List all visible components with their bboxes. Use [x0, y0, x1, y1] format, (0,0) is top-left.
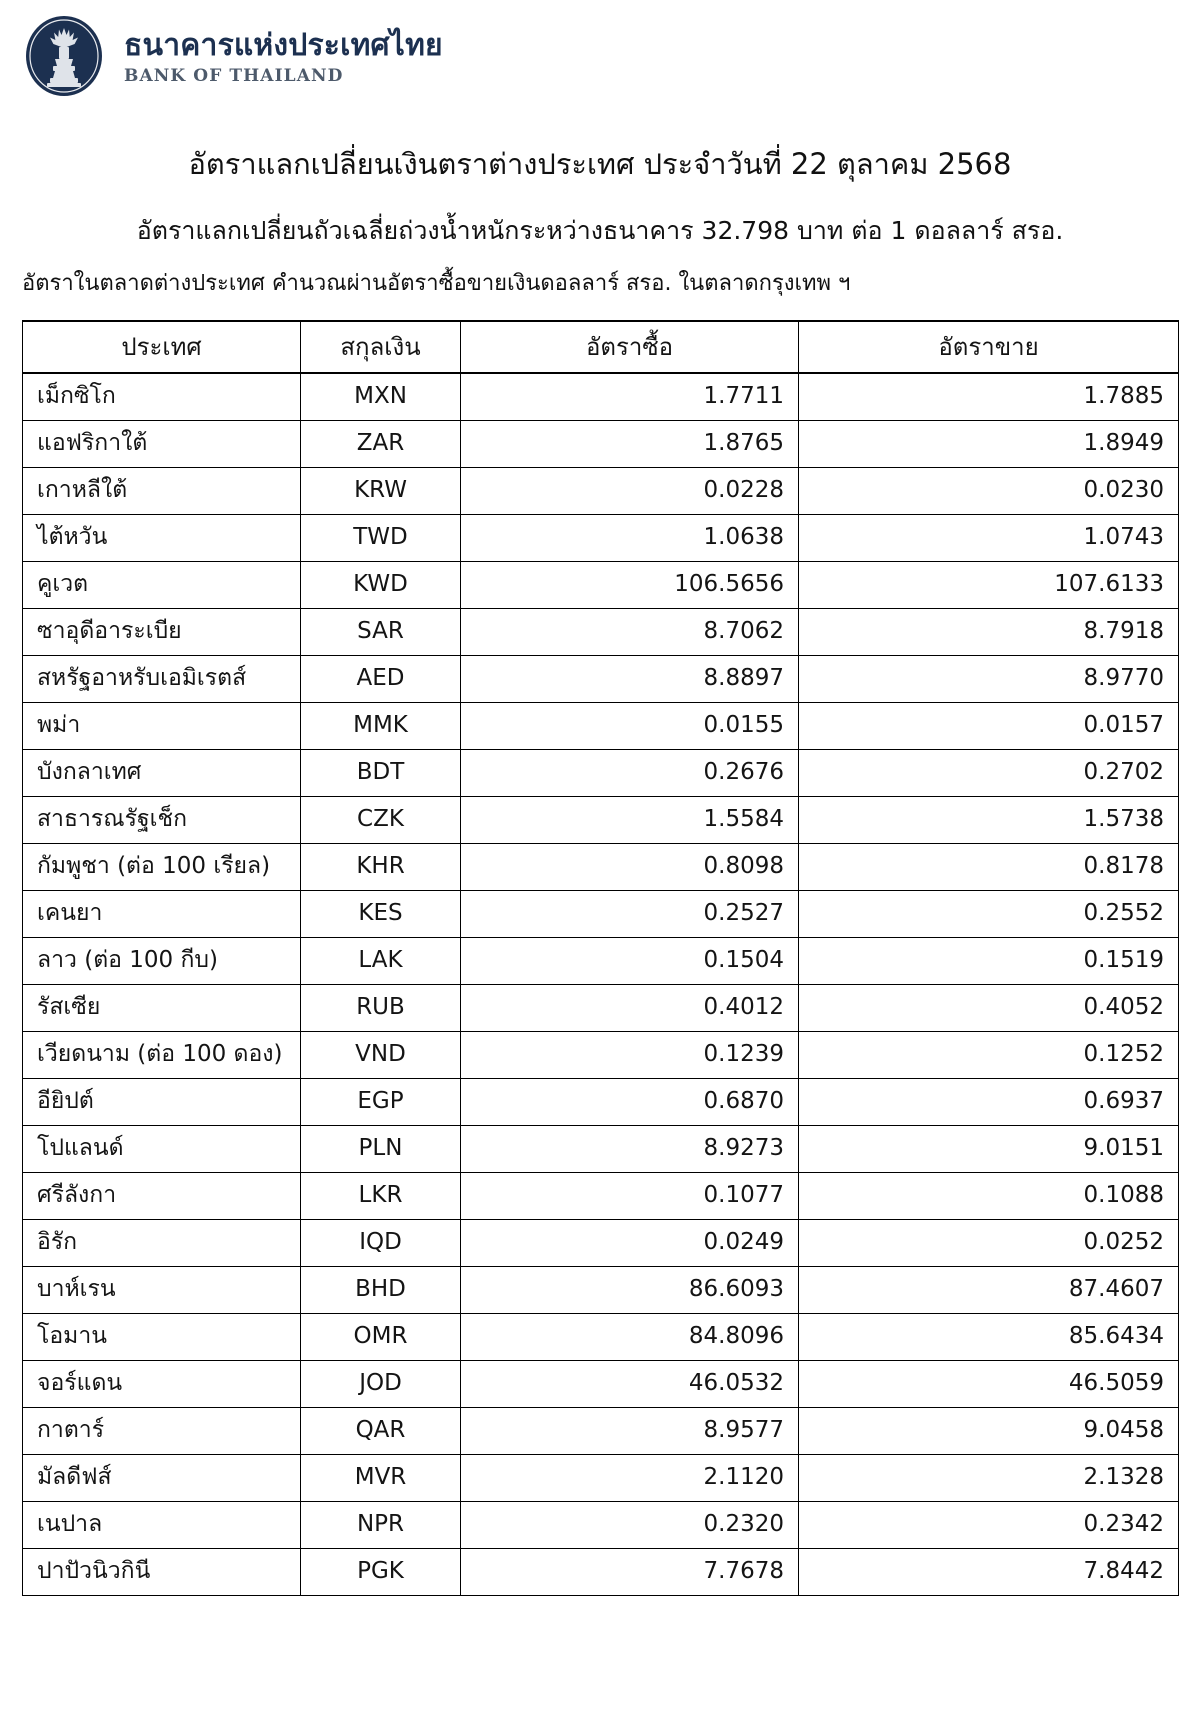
cell-buy-rate: 0.2320	[461, 1501, 799, 1548]
cell-currency: QAR	[301, 1407, 461, 1454]
table-header	[23, 321, 1179, 373]
column-header-buy: อัตราซื้อ	[461, 321, 799, 373]
cell-currency: NPR	[301, 1501, 461, 1548]
brand-name-english: BANK OF THAILAND	[124, 66, 344, 87]
cell-sell-rate: 9.0458	[799, 1407, 1179, 1454]
cell-sell-rate: 0.2552	[799, 890, 1179, 937]
cell-country: กาตาร์	[23, 1407, 301, 1454]
cell-country: รัสเซีย	[23, 984, 301, 1031]
cell-currency: KES	[301, 890, 461, 937]
cell-country: ปาปัวนิวกินี	[23, 1548, 301, 1595]
cell-buy-rate: 0.2676	[461, 749, 799, 796]
cell-country: ซาอุดีอาระเบีย	[23, 608, 301, 655]
table-row	[23, 1031, 1179, 1078]
cell-buy-rate: 0.0249	[461, 1219, 799, 1266]
table-row	[23, 1313, 1179, 1360]
cell-country: อิรัก	[23, 1219, 301, 1266]
fx-rates-table	[22, 320, 1179, 1596]
cell-sell-rate: 0.2342	[799, 1501, 1179, 1548]
table-row	[23, 796, 1179, 843]
cell-buy-rate: 1.5584	[461, 796, 799, 843]
cell-buy-rate: 2.1120	[461, 1454, 799, 1501]
table-row	[23, 467, 1179, 514]
table-row	[23, 1360, 1179, 1407]
cell-sell-rate: 7.8442	[799, 1548, 1179, 1595]
cell-country: ไต้หวัน	[23, 514, 301, 561]
cell-currency: KRW	[301, 467, 461, 514]
cell-country: บาห์เรน	[23, 1266, 301, 1313]
cell-country: มัลดีฟส์	[23, 1454, 301, 1501]
cell-currency: MMK	[301, 702, 461, 749]
table-row	[23, 1548, 1179, 1595]
column-header-currency: สกุลเงิน	[301, 321, 461, 373]
cell-country: เคนยา	[23, 890, 301, 937]
cell-sell-rate: 8.7918	[799, 608, 1179, 655]
cell-currency: PGK	[301, 1548, 461, 1595]
table-row	[23, 1078, 1179, 1125]
cell-country: จอร์แดน	[23, 1360, 301, 1407]
cell-currency: JOD	[301, 1360, 461, 1407]
cell-sell-rate: 85.6434	[799, 1313, 1179, 1360]
cell-currency: CZK	[301, 796, 461, 843]
cell-buy-rate: 1.8765	[461, 420, 799, 467]
brand-text	[124, 25, 443, 88]
table-row	[23, 702, 1179, 749]
table-row	[23, 1407, 1179, 1454]
cell-currency: TWD	[301, 514, 461, 561]
table-row	[23, 420, 1179, 467]
cell-buy-rate: 8.7062	[461, 608, 799, 655]
table-row	[23, 984, 1179, 1031]
brand-name-thai: ธนาคารแห่งประเทศไทย	[124, 27, 443, 63]
page-titles	[0, 98, 1200, 300]
cell-currency: KHR	[301, 843, 461, 890]
cell-country: คูเวต	[23, 561, 301, 608]
cell-sell-rate: 0.2702	[799, 749, 1179, 796]
cell-currency: MXN	[301, 373, 461, 420]
cell-currency: BHD	[301, 1266, 461, 1313]
brand-header	[0, 0, 1200, 98]
table-row	[23, 1125, 1179, 1172]
cell-buy-rate: 0.1504	[461, 937, 799, 984]
cell-currency: LKR	[301, 1172, 461, 1219]
table-row	[23, 890, 1179, 937]
cell-buy-rate: 7.7678	[461, 1548, 799, 1595]
table-row	[23, 1219, 1179, 1266]
table-row	[23, 843, 1179, 890]
cell-country: แอฟริกาใต้	[23, 420, 301, 467]
cell-sell-rate: 0.1088	[799, 1172, 1179, 1219]
cell-sell-rate: 46.5059	[799, 1360, 1179, 1407]
cell-country: เม็กซิโก	[23, 373, 301, 420]
table-row	[23, 1454, 1179, 1501]
cell-sell-rate: 1.8949	[799, 420, 1179, 467]
cell-buy-rate: 1.7711	[461, 373, 799, 420]
cell-currency: OMR	[301, 1313, 461, 1360]
fx-table-container	[0, 300, 1200, 1596]
cell-country: เนปาล	[23, 1501, 301, 1548]
cell-currency: ZAR	[301, 420, 461, 467]
cell-sell-rate: 0.0157	[799, 702, 1179, 749]
cell-sell-rate: 0.6937	[799, 1078, 1179, 1125]
cell-currency: IQD	[301, 1219, 461, 1266]
cell-currency: MVR	[301, 1454, 461, 1501]
table-row	[23, 608, 1179, 655]
cell-country: โปแลนด์	[23, 1125, 301, 1172]
table-row	[23, 1172, 1179, 1219]
page-subtitle: อัตราแลกเปลี่ยนถัวเฉลี่ยถ่วงน้ำหนักระหว่างธนาคาร 32.798 บาท ต่อ 1 ดอลลาร์ สรอ.	[136, 216, 1064, 246]
cell-country: บังกลาเทศ	[23, 749, 301, 796]
table-row	[23, 514, 1179, 561]
cell-buy-rate: 0.2527	[461, 890, 799, 937]
cell-currency: EGP	[301, 1078, 461, 1125]
cell-sell-rate: 0.4052	[799, 984, 1179, 1031]
cell-sell-rate: 9.0151	[799, 1125, 1179, 1172]
cell-country: เวียดนาม (ต่อ 100 ดอง)	[23, 1031, 301, 1078]
cell-buy-rate: 0.4012	[461, 984, 799, 1031]
table-body	[23, 373, 1179, 1595]
table-row	[23, 561, 1179, 608]
cell-sell-rate: 2.1328	[799, 1454, 1179, 1501]
cell-buy-rate: 106.5656	[461, 561, 799, 608]
cell-currency: PLN	[301, 1125, 461, 1172]
cell-country: ลาว (ต่อ 100 กีบ)	[23, 937, 301, 984]
cell-buy-rate: 0.8098	[461, 843, 799, 890]
column-header-country: ประเทศ	[23, 321, 301, 373]
cell-country: สาธารณรัฐเช็ก	[23, 796, 301, 843]
cell-buy-rate: 46.0532	[461, 1360, 799, 1407]
cell-buy-rate: 0.1239	[461, 1031, 799, 1078]
cell-sell-rate: 0.0230	[799, 467, 1179, 514]
cell-country: เกาหลีใต้	[23, 467, 301, 514]
cell-buy-rate: 8.8897	[461, 655, 799, 702]
cell-currency: BDT	[301, 749, 461, 796]
cell-currency: KWD	[301, 561, 461, 608]
cell-sell-rate: 0.0252	[799, 1219, 1179, 1266]
table-row	[23, 749, 1179, 796]
cell-currency: RUB	[301, 984, 461, 1031]
page-title: อัตราแลกเปลี่ยนเงินตราต่างประเทศ ประจำวันที่ 22 ตุลาคม 2568	[188, 147, 1012, 182]
bank-of-thailand-seal-icon	[22, 14, 106, 98]
cell-currency: AED	[301, 655, 461, 702]
cell-sell-rate: 8.9770	[799, 655, 1179, 702]
cell-buy-rate: 0.1077	[461, 1172, 799, 1219]
cell-currency: VND	[301, 1031, 461, 1078]
table-row	[23, 655, 1179, 702]
cell-buy-rate: 0.0155	[461, 702, 799, 749]
cell-country: สหรัฐอาหรับเอมิเรตส์	[23, 655, 301, 702]
cell-currency: SAR	[301, 608, 461, 655]
cell-buy-rate: 1.0638	[461, 514, 799, 561]
cell-currency: LAK	[301, 937, 461, 984]
page-note: อัตราในตลาดต่างประเทศ คำนวณผ่านอัตราซื้อขายเงินดอลลาร์ สรอ. ในตลาดกรุงเทพ ฯ	[22, 271, 851, 297]
cell-buy-rate: 8.9273	[461, 1125, 799, 1172]
cell-sell-rate: 1.7885	[799, 373, 1179, 420]
cell-sell-rate: 87.4607	[799, 1266, 1179, 1313]
table-row	[23, 937, 1179, 984]
cell-sell-rate: 1.5738	[799, 796, 1179, 843]
column-header-sell: อัตราขาย	[799, 321, 1179, 373]
cell-buy-rate: 0.0228	[461, 467, 799, 514]
cell-country: พม่า	[23, 702, 301, 749]
cell-country: กัมพูชา (ต่อ 100 เรียล)	[23, 843, 301, 890]
cell-sell-rate: 0.1519	[799, 937, 1179, 984]
cell-sell-rate: 0.8178	[799, 843, 1179, 890]
table-header-row	[23, 321, 1179, 373]
cell-buy-rate: 84.8096	[461, 1313, 799, 1360]
cell-buy-rate: 86.6093	[461, 1266, 799, 1313]
table-row	[23, 1501, 1179, 1548]
cell-country: โอมาน	[23, 1313, 301, 1360]
table-row	[23, 373, 1179, 420]
cell-sell-rate: 0.1252	[799, 1031, 1179, 1078]
cell-sell-rate: 107.6133	[799, 561, 1179, 608]
cell-country: ศรีลังกา	[23, 1172, 301, 1219]
table-row	[23, 1266, 1179, 1313]
cell-buy-rate: 0.6870	[461, 1078, 799, 1125]
cell-country: อียิปต์	[23, 1078, 301, 1125]
cell-buy-rate: 8.9577	[461, 1407, 799, 1454]
cell-sell-rate: 1.0743	[799, 514, 1179, 561]
